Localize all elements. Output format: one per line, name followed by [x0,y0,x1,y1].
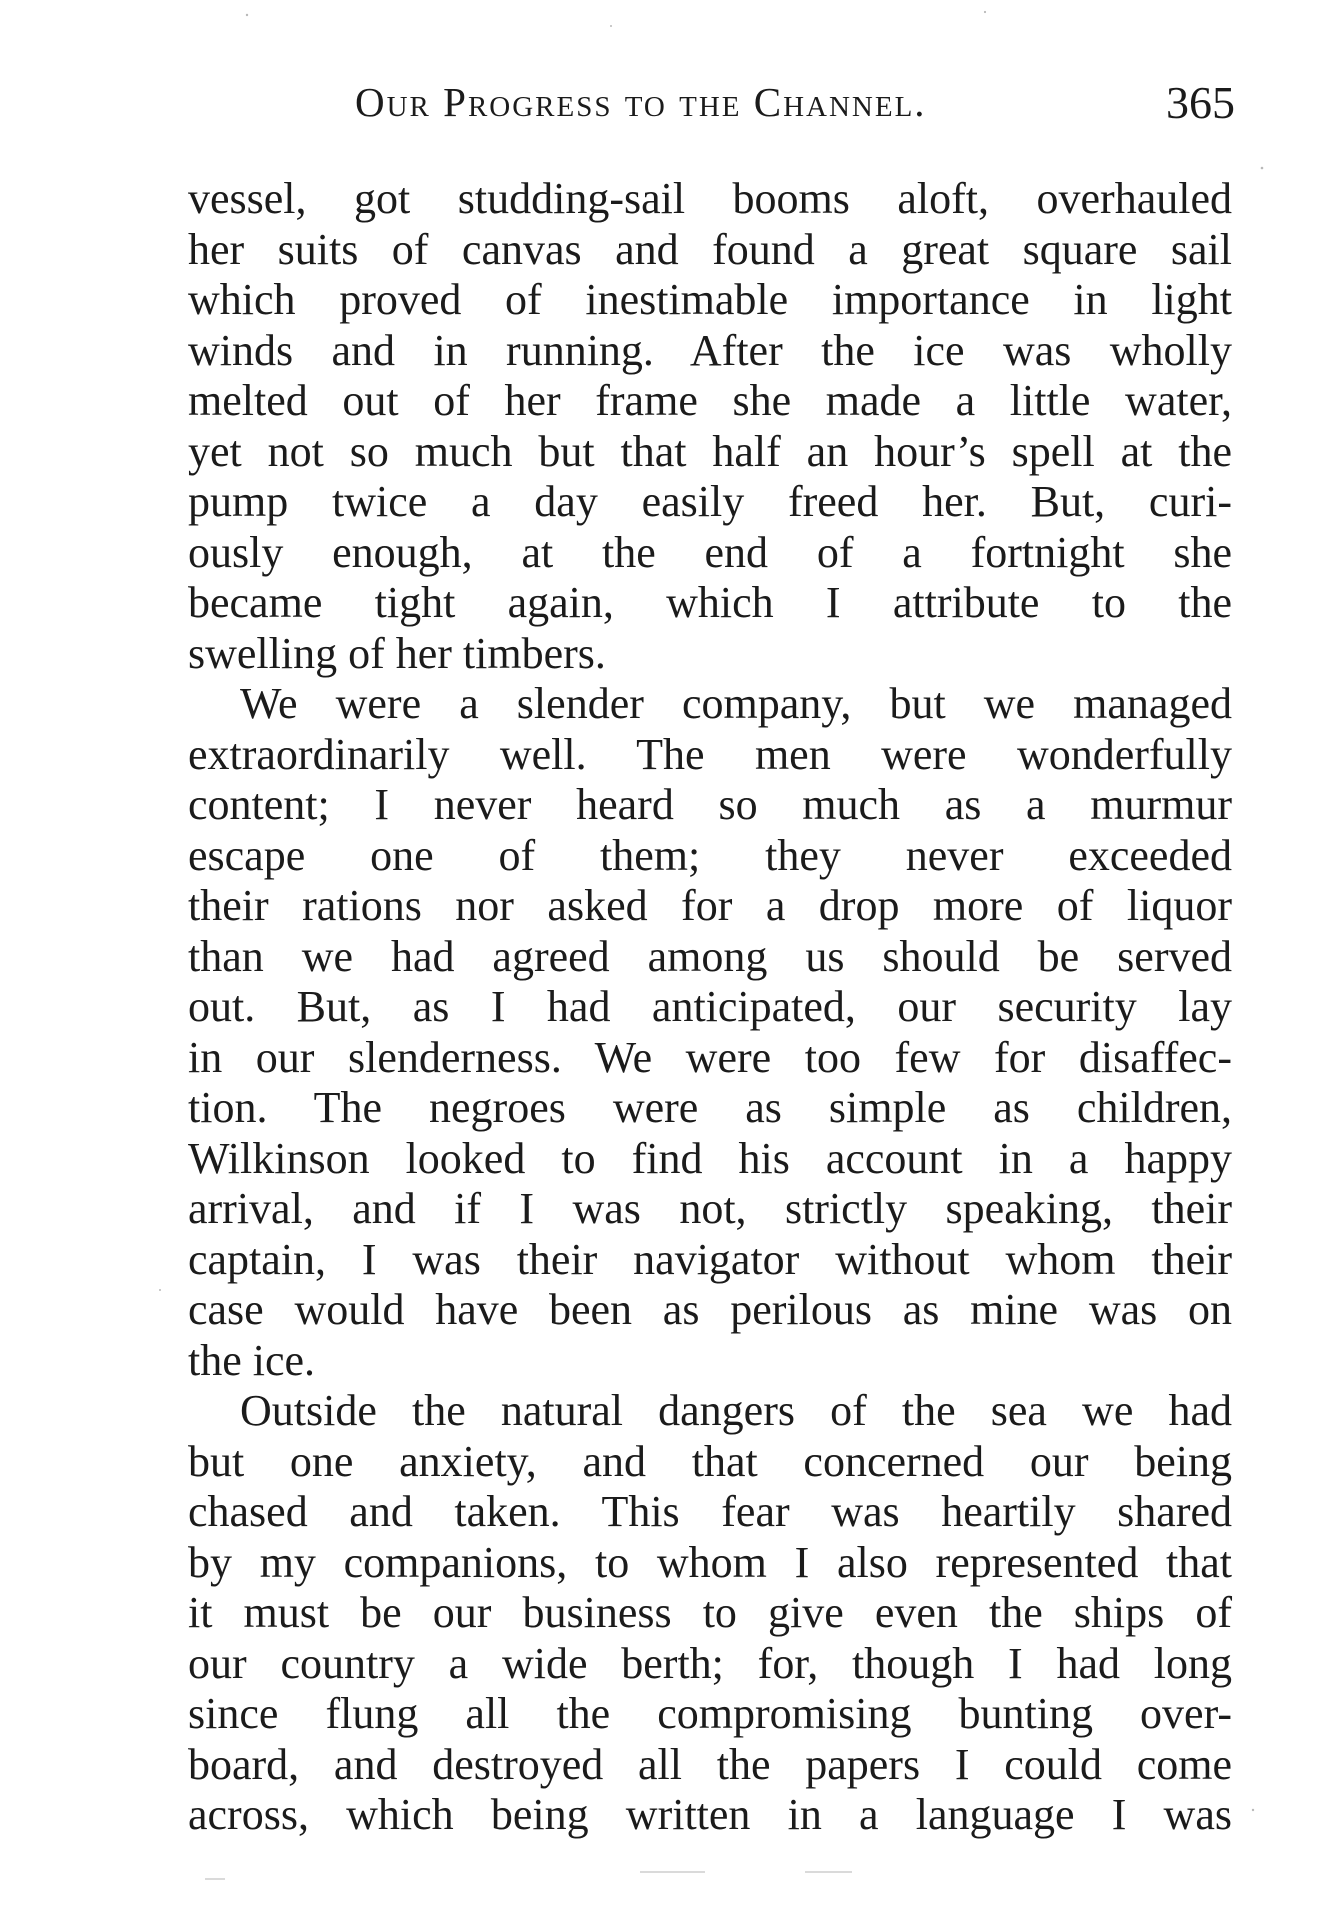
text-line: board, and destroyed all the papers I could come [188,1739,1232,1789]
text-line: chased and taken. This fear was heartily shared [188,1487,1232,1536]
text-line: extraordinarily well. The men were wonderfully [188,729,1232,779]
text-line: the ice. [188,1335,316,1385]
text-line: We were a slender company, but we managed [240,679,1232,728]
page-number: 365 [1166,77,1235,128]
text-line: tion. The negroes were as simple as children, [188,1083,1232,1132]
text-line: ously enough, at the end of a fortnight she [188,527,1232,577]
text-line: yet not so much but that half an hour’s spell at the [188,426,1232,476]
text-line: out. But, as I had anticipated, our security lay [188,982,1232,1031]
text-line: than we had agreed among us should be served [188,931,1232,981]
paragraph [188,1386,1232,1841]
text-line: swelling of her timbers. [188,628,606,678]
scan-speck [1261,167,1264,170]
body-text [188,174,1232,1841]
paragraph [188,174,1232,679]
text-line: since flung all the compromising bunting over- [188,1689,1232,1738]
scan-speck [984,11,986,13]
text-line: but one anxiety, and that concerned our being [188,1436,1232,1486]
text-line: Wilkinson looked to find his account in a happy [188,1133,1232,1183]
text-line: vessel, got studding-sail booms aloft, overhauled [188,174,1232,223]
scan-speck [610,25,612,27]
text-line: in our slenderness. We were too few for disaffec- [188,1032,1232,1082]
text-line: Outside the natural dangers of the sea we had [240,1386,1232,1435]
text-line: their rations nor asked for a drop more of liquor [188,881,1232,930]
running-title: Our Progress to the Channel. [355,79,927,125]
scan-speck [246,14,248,16]
text-line: by my companions, to whom I also represented that [188,1537,1232,1587]
scan-speck [1252,1809,1254,1811]
paragraph [188,679,1232,1386]
text-line: it must be our business to give even the ships of [188,1588,1232,1637]
text-line: our country a wide berth; for, though I had long [188,1638,1232,1688]
text-line: captain, I was their navigator without whom their [188,1234,1232,1284]
text-line: pump twice a day easily freed her. But, curi- [188,477,1232,526]
running-header [355,78,1235,138]
text-line: content; I never heard so much as a murmur [188,780,1232,829]
text-line: across, which being written in a language I was [188,1790,1232,1839]
text-line: case would have been as perilous as mine was on [188,1285,1232,1334]
text-line: her suits of canvas and found a great square sail [188,224,1232,274]
text-line: became tight again, which I attribute to the [188,578,1232,627]
scan-speck [159,1289,161,1291]
text-line: winds and in running. After the ice was wholly [188,325,1232,375]
text-line: arrival, and if I was not, strictly speaking, their [188,1184,1232,1233]
text-line: which proved of inestimable importance in light [188,275,1232,324]
text-line: escape one of them; they never exceeded [188,830,1232,880]
text-line: melted out of her frame she made a little water, [188,376,1232,425]
